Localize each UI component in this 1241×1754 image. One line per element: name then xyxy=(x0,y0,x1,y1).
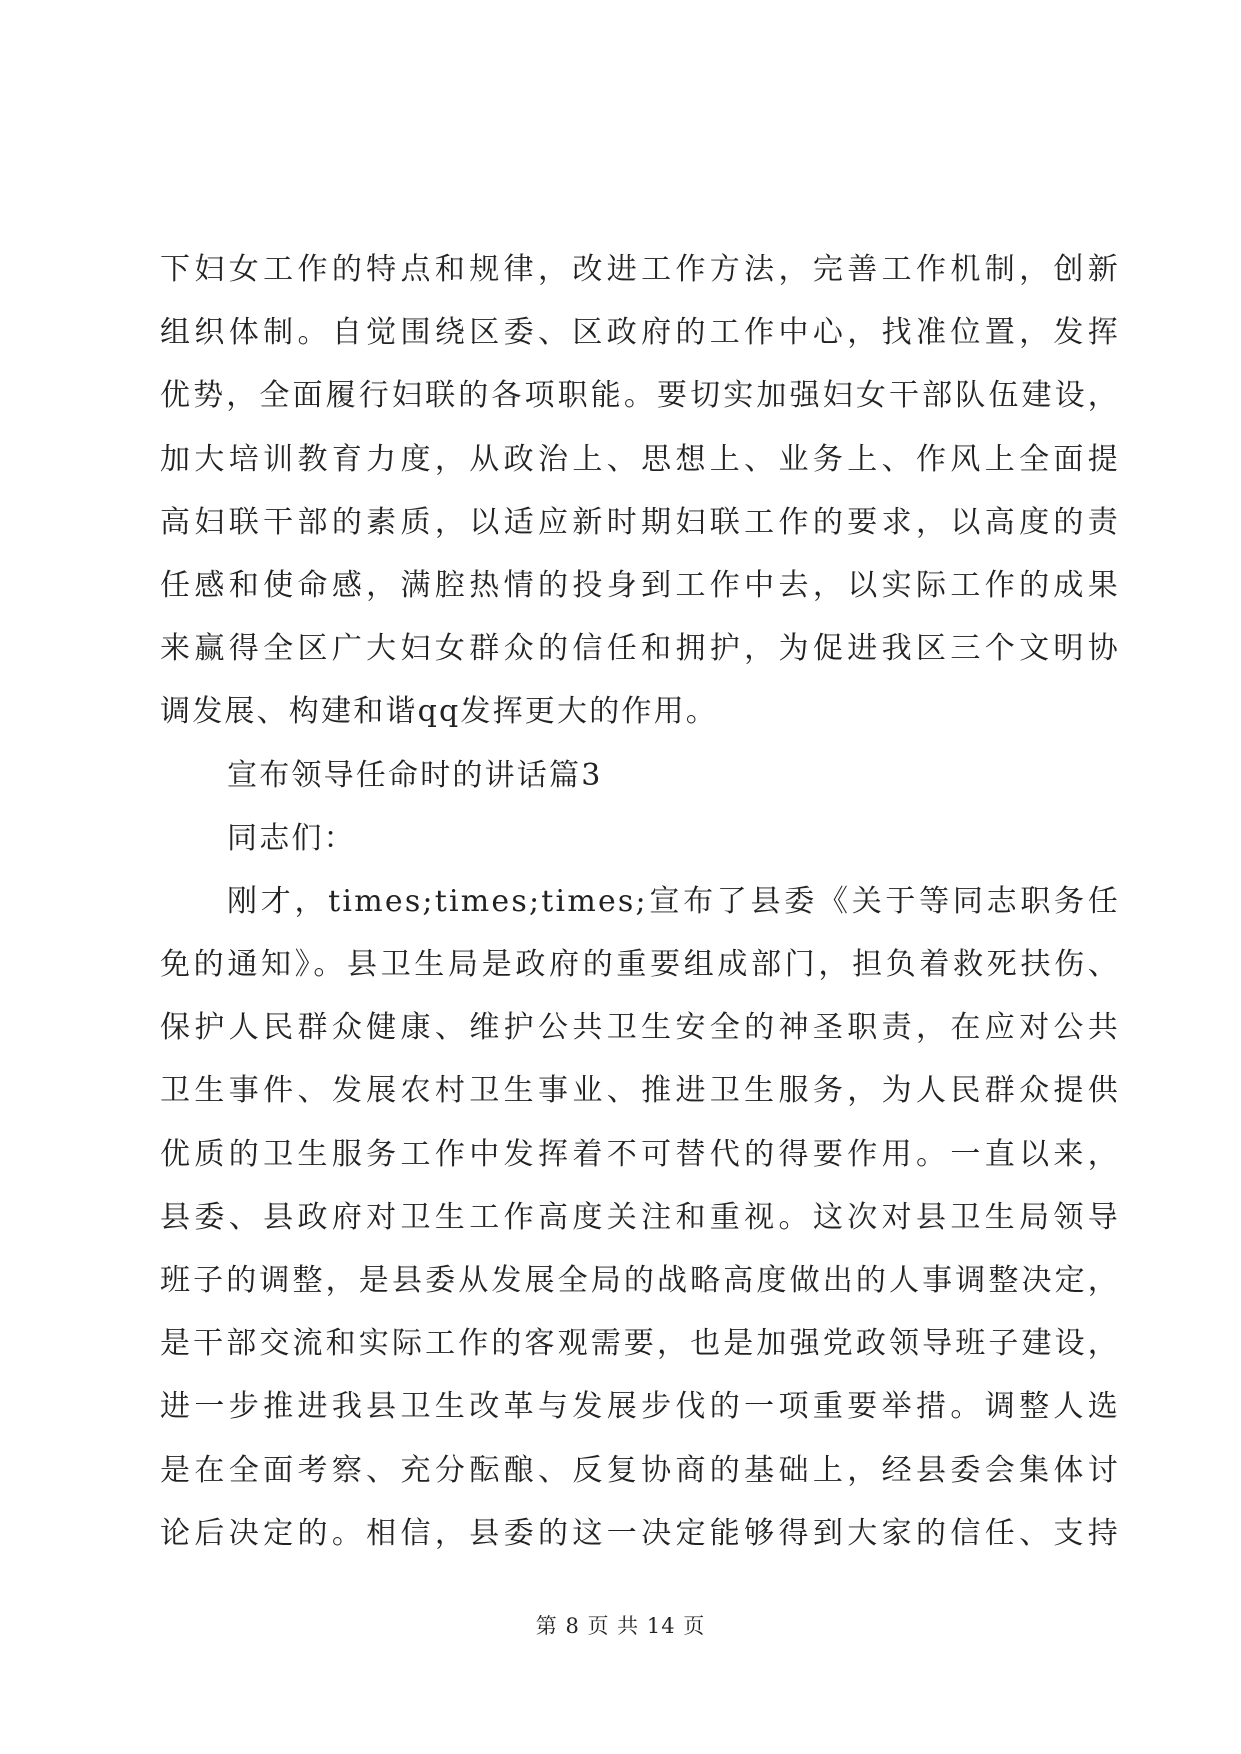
text-line: 是在全面考察、充分酝酿、反复协商的基础上，经县委会集体讨 xyxy=(160,1452,1120,1488)
text-line: 任感和使命感，满腔热情的投身到工作中去，以实际工作的成果 xyxy=(160,567,1120,603)
page-number-footer: 第 8 页 共 14 页 xyxy=(535,1614,706,1638)
text-line: 加大培训教育力度，从政治上、思想上、业务上、作风上全面提 xyxy=(160,441,1120,477)
text-line: 免的通知》。县卫生局是政府的重要组成部门，担负着救死扶伤、 xyxy=(160,947,1120,983)
text-line: 卫生事件、发展农村卫生事业、推进卫生服务，为人民群众提供 xyxy=(160,1073,1120,1109)
text-line: 论后决定的。相信，县委的这一决定能够得到大家的信任、支持 xyxy=(160,1515,1120,1551)
text-line: 进一步推进我县卫生改革与发展步伐的一项重要举措。调整人选 xyxy=(160,1389,1120,1425)
text-line: 来赢得全区广大妇女群众的信任和拥护，为促进我区三个文明协 xyxy=(160,631,1120,667)
salutation: 同志们： xyxy=(227,820,356,856)
section-heading: 宣布领导任命时的讲话篇3 xyxy=(227,757,603,793)
text-line: 优质的卫生服务工作中发挥着不可替代的得要作用。一直以来， xyxy=(160,1136,1120,1172)
text-line: 班子的调整，是县委从发展全局的战略高度做出的人事调整决定， xyxy=(160,1263,1120,1298)
text-line: 高妇联干部的素质，以适应新时期妇联工作的要求，以高度的责 xyxy=(160,504,1120,540)
text-line: 优势，全面履行妇联的各项职能。要切实加强妇女干部队伍建设， xyxy=(160,378,1120,414)
text-line: 下妇女工作的特点和规律，改进工作方法，完善工作机制，创新 xyxy=(160,252,1120,287)
text-line: 组织体制。自觉围绕区委、区政府的工作中心，找准位置，发挥 xyxy=(160,315,1120,351)
text-line: 是干部交流和实际工作的客观需要，也是加强党政领导班子建设， xyxy=(160,1326,1120,1362)
text-line: 刚才，times;times;times;宣布了县委《关于等同志职务任 xyxy=(227,883,1120,919)
text-line: 保护人民群众健康、维护公共卫生安全的神圣职责，在应对公共 xyxy=(160,1010,1120,1046)
document-body xyxy=(160,238,1120,1565)
text-line: 调发展、构建和谐qq发挥更大的作用。 xyxy=(160,694,719,730)
text-line: 县委、县政府对卫生工作高度关注和重视。这次对县卫生局领导 xyxy=(160,1199,1120,1235)
